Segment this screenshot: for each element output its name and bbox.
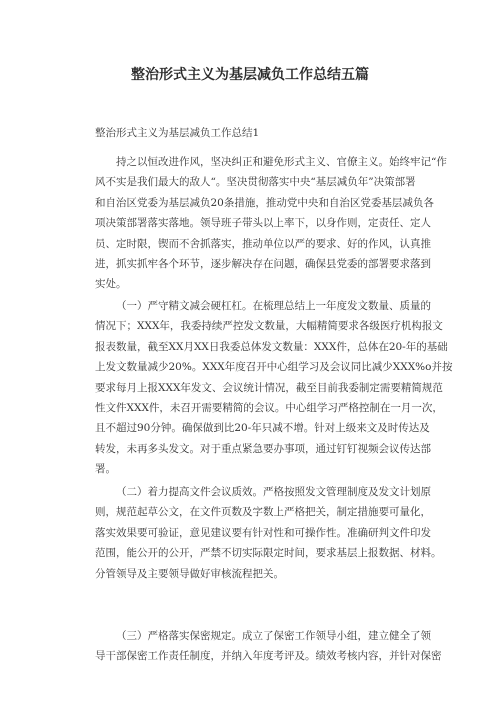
paragraph-line: 性文件XXX件，未召开需要精简的会议。中心组学习严格控制在一月一次，	[95, 402, 443, 415]
paragraph-3	[95, 482, 442, 584]
paragraph-line: 报表数量，截至XX月XX日我委总体发文数量：XXX件，总体在20-年的基础	[95, 340, 448, 353]
paragraph-line: 风不实是我们最大的敌人“。坚决贯彻落实中央“基层减负年”决策部署	[95, 176, 416, 189]
paragraph-line: 且不超过90分钟。确保做到比20-年只减不增。针对上级来文及时传达及	[95, 422, 430, 435]
paragraph-line: 分管领导及主要领导做好审核流程把关。	[95, 567, 284, 580]
paragraph-line: 要求每月上报XXX年发文、会议统计情况，截至目前我委制定需要精简规范	[95, 381, 443, 394]
paragraph-line: 持之以恒改进作风，坚决纠正和避免形式主义、官僚主义。始终牢记“作	[116, 156, 447, 168]
paragraph-line: 项决策部署落实落地。领导班子带头以上率下，以身作则，定责任、定人	[95, 217, 431, 230]
paragraph-line: （一）严守精文减会硬杠杠。在梳理总结上一年度发文数量、质量的	[116, 300, 431, 312]
paragraph-line: 导干部保密工作责任制度，并纳入年度考评及。绩效考核内容，并针对保密	[95, 650, 442, 663]
paragraph-line: 落实效果要可验证，意见建议要有针对性和可操作性。准确研判文件印发	[95, 526, 431, 539]
paragraph-line: （二）着力提高文件会议质效。严格按照发文管理制度及发文计划原	[116, 486, 431, 498]
section-subtitle: 整治形式主义为基层减负工作总结1	[95, 127, 260, 139]
paragraph-line: 则，规范起草公文，在文件页数及字数上严格把关，制定措施要可量化，	[95, 506, 431, 519]
paragraph-line: （三）严格落实保密规定。成立了保密工作领导小组，建立健全了领	[116, 630, 431, 642]
paragraph-line: 范围，能公开的公开，严禁不切实际限定时间，要求基层上报数据、材料。	[95, 547, 442, 560]
paragraph-line: 员、定时限，锲而不舍抓落实，推动单位以严的要求、好的作风，认真推	[95, 237, 431, 250]
paragraph-line: 进，抓实抓牢各个环节，逐步解决存在问题，确保县党委的部署要求落到	[95, 258, 431, 271]
paragraph-line: 实处。	[95, 278, 127, 291]
document-title: 整治形式主义为基层减负工作总结五篇	[131, 67, 369, 83]
paragraph-line: 转发，未再多头发文。对于重点紧急要办事项，通过钉钉视频会议传达部	[95, 442, 431, 455]
paragraph-line: 和自治区党委为基层减负20条措施，推动党中央和自治区党委基层减负各	[95, 196, 434, 209]
paragraph-4	[95, 626, 442, 667]
paragraph-1	[95, 152, 447, 295]
paragraph-line: 情况下；XXX年，我委持续严控发文数量，大幅精简要求各级医疗机构报文	[95, 320, 443, 333]
paragraph-line: 署。	[95, 463, 116, 476]
paragraph-2	[95, 296, 453, 480]
paragraph-line: 上发文数量减少20%。XXX年度召开中心组学习及会议同比减少XXX%o并按	[95, 361, 453, 374]
